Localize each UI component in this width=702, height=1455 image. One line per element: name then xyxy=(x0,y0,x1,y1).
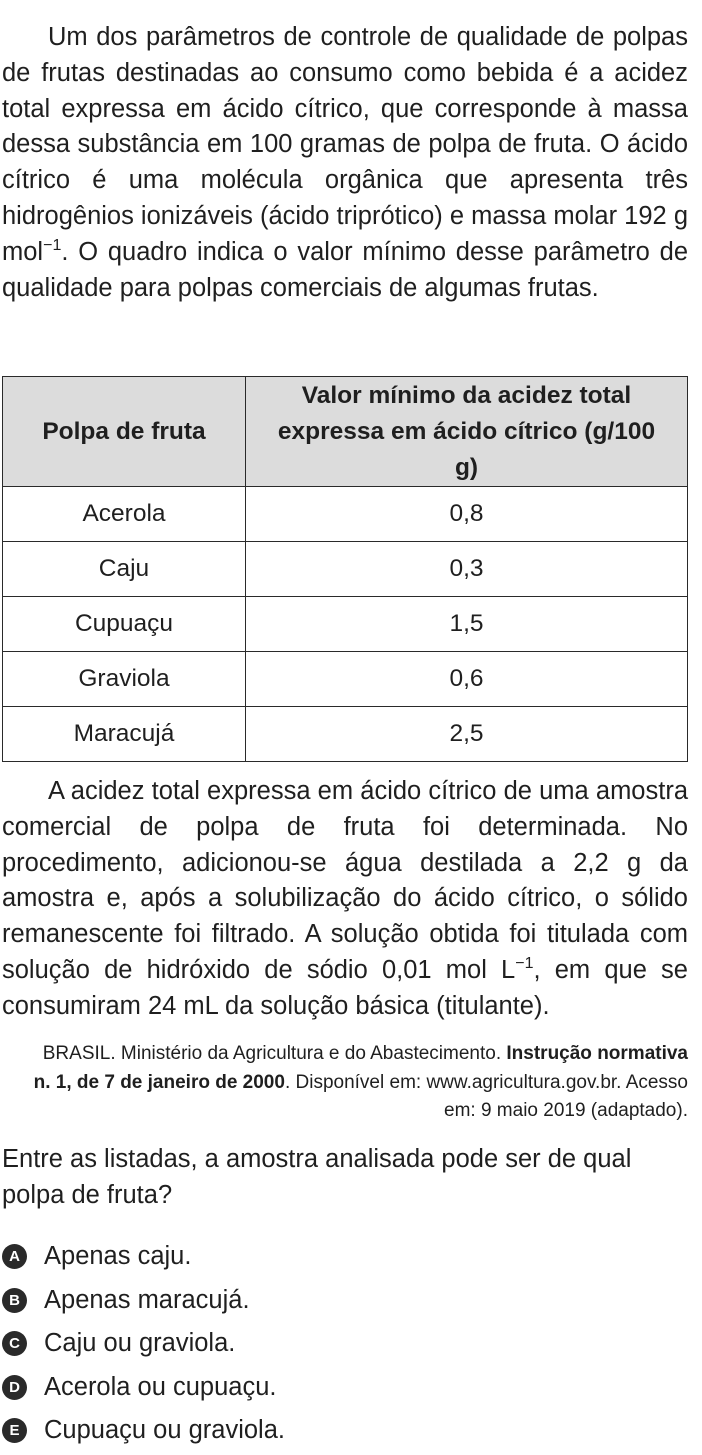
question-text: Entre as listadas, a amostra analisada pode ser de qual polpa de fruta? xyxy=(2,1145,632,1209)
table-header-fruit: Polpa de fruta xyxy=(3,377,246,487)
procedure-text-2: , em que se consumiram 24 mL da solução básica (titulante). xyxy=(2,955,688,1020)
table-row xyxy=(3,542,688,597)
table-header-row xyxy=(3,377,688,487)
option-text: Apenas caju. xyxy=(44,1242,192,1271)
procedure-superscript: −1 xyxy=(515,954,534,972)
table-cell-fruit: Acerola xyxy=(3,487,246,542)
option-text: Caju ou graviola. xyxy=(44,1329,236,1358)
table-cell-value: 0,6 xyxy=(246,652,688,707)
intro-paragraph xyxy=(2,20,688,306)
option-e[interactable] xyxy=(2,1409,688,1453)
table-cell-fruit: Graviola xyxy=(3,652,246,707)
table-row xyxy=(3,652,688,707)
intro-text-2: . O quadro indica o valor mínimo desse parâmetro de qualidade para polpas comerciais de algumas frutas. xyxy=(2,237,688,302)
intro-text-1: Um dos parâmetros de controle de qualidade de polpas de frutas destinadas ao consumo como bebida é a acidez total expressa em ácido cítrico, que corresponde à massa dessa substância em 100 gramas de polpa de fruta. O ácido cítrico é uma molécula orgânica que apresenta três hidrogênios ionizáveis (ácido triprótico) e massa molar 192 g mol xyxy=(2,23,688,266)
table-row xyxy=(3,597,688,652)
procedure-paragraph xyxy=(2,774,688,1025)
table-cell-value: 2,5 xyxy=(246,707,688,762)
table-cell-value: 0,3 xyxy=(246,542,688,597)
table-cell-fruit: Maracujá xyxy=(3,707,246,762)
source-title: Instrução normativa n. 1, de 7 de janeiro de 2000 xyxy=(33,1043,688,1093)
option-b[interactable] xyxy=(2,1279,688,1323)
option-letter-badge: C xyxy=(2,1331,27,1356)
acidity-table xyxy=(2,376,688,762)
option-letter-badge: A xyxy=(2,1244,27,1269)
table-row xyxy=(3,487,688,542)
answer-options xyxy=(2,1235,688,1453)
table-header-acidity: Valor mínimo da acidez total expressa em ácido cítrico (g/100 g) xyxy=(246,377,688,487)
source-text-after: . Disponível em: www.agricultura.gov.br. Acesso em: 9 maio 2019 (adaptado). xyxy=(284,1071,688,1121)
table-cell-fruit: Caju xyxy=(3,542,246,597)
table-cell-fruit: Cupuaçu xyxy=(3,597,246,652)
table-cell-value: 0,8 xyxy=(246,487,688,542)
table-cell-value: 1,5 xyxy=(246,597,688,652)
option-letter-badge: D xyxy=(2,1375,27,1400)
option-text: Cupuaçu ou graviola. xyxy=(44,1416,285,1445)
option-letter-badge: E xyxy=(2,1418,27,1443)
option-letter-badge: B xyxy=(2,1288,27,1313)
option-text: Apenas maracujá. xyxy=(44,1285,250,1314)
option-d[interactable] xyxy=(2,1366,688,1410)
option-a[interactable] xyxy=(2,1235,688,1279)
source-text-before: BRASIL. Ministério da Agricultura e do Abastecimento. xyxy=(42,1043,507,1064)
table-row xyxy=(3,707,688,762)
option-text: Acerola ou cupuaçu. xyxy=(44,1372,277,1401)
source-citation xyxy=(28,1040,688,1126)
procedure-text-1: A acidez total expressa em ácido cítrico de uma amostra comercial de polpa de fruta foi determinada. No procedimento, adicionou-se água destilada a 2,2 g da amostra e, após a solubilização do ácido cítrico, o sólido remanescente foi filtrado. A solução obtida foi titulada com solução de hidróxido de sódio 0,01 mol L xyxy=(2,777,688,984)
option-c[interactable] xyxy=(2,1322,688,1366)
intro-superscript: −1 xyxy=(43,236,62,254)
